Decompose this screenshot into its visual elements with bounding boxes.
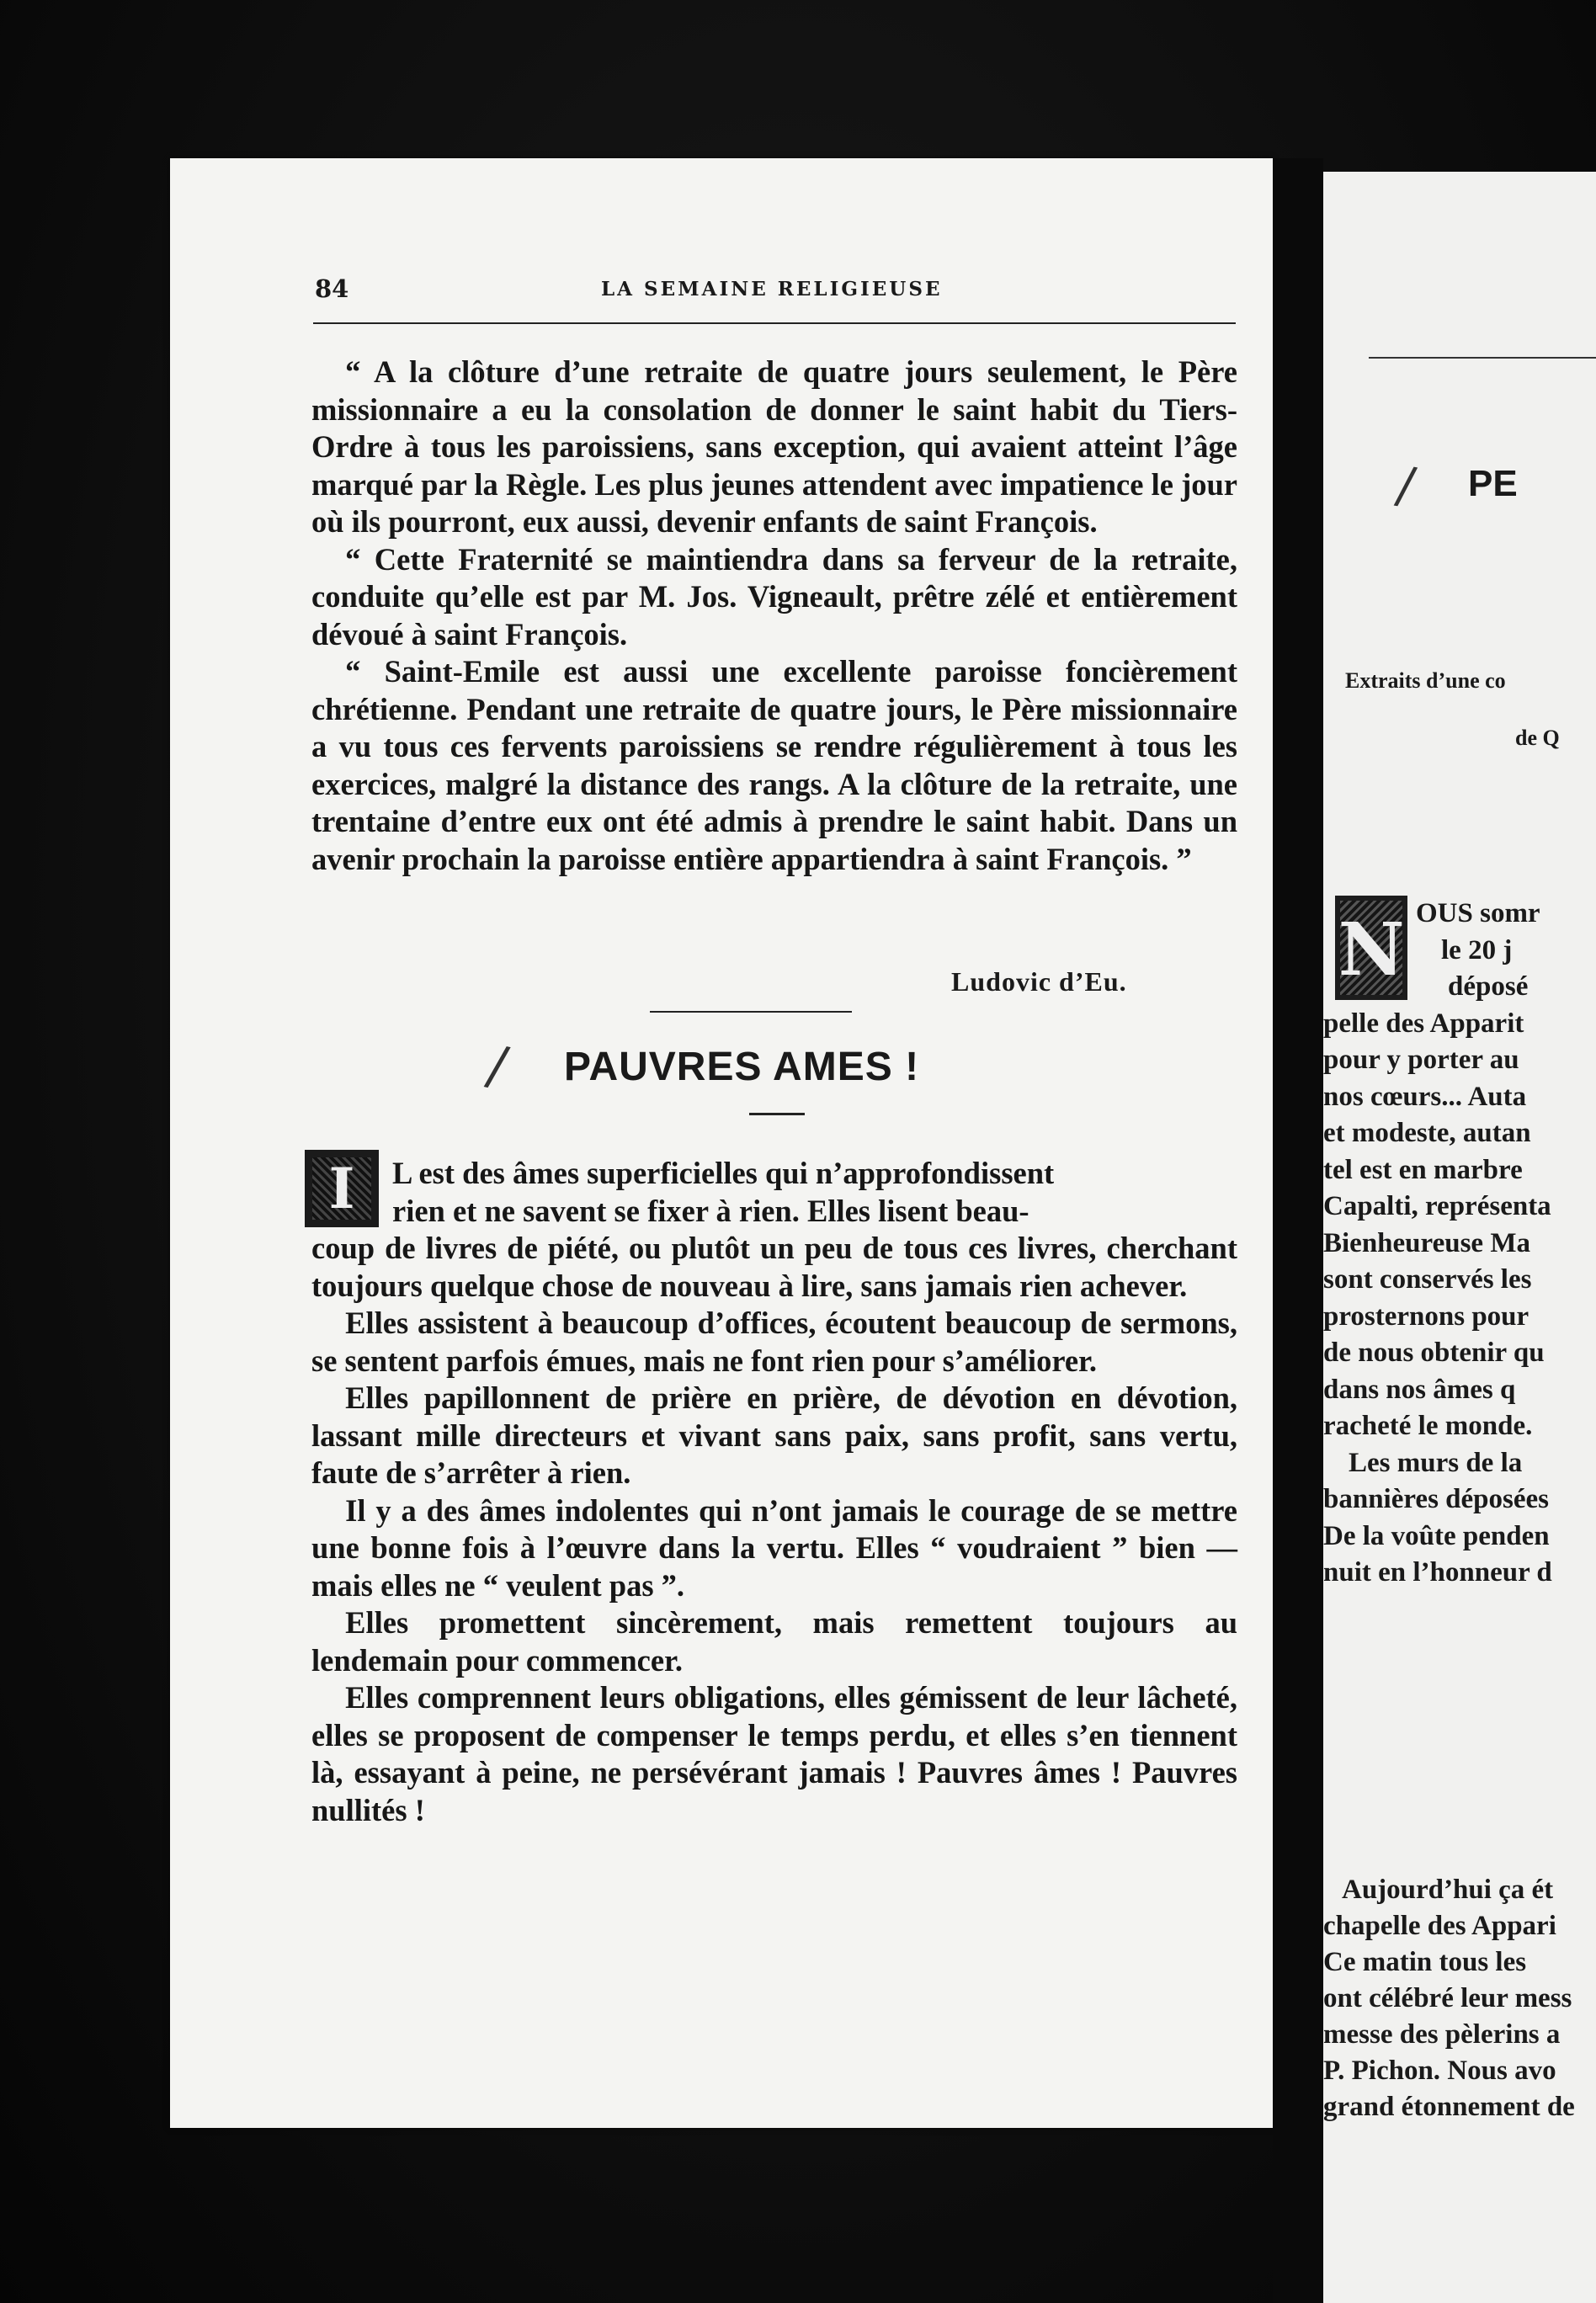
running-head: [315, 274, 1409, 308]
right-article-title: PE: [1468, 463, 1518, 504]
text-line: nuit en l’honneur d: [1323, 1557, 1552, 1588]
text-line: dans nos âmes q: [1323, 1374, 1516, 1405]
article-paragraph: Elles assistent à beaucoup d’offices, écoutent beaucoup de sermons, se sentent parfois émues, mais ne font rien pour s’améliorer.: [311, 1306, 1237, 1378]
text-line: Bienheureuse Ma: [1323, 1227, 1530, 1258]
quote-paragraph: “ Cette Fraternité se maintiendra dans sa ferveur de la retraite, conduite qu’elle est par M. Jos. Vigneault, prêtre zélé et entièrement dévoué à saint François.: [311, 541, 1237, 652]
text-line: et modeste, autan: [1323, 1118, 1531, 1148]
pencil-check-mark-icon: /: [481, 1034, 513, 1099]
article-title: PAUVRES AMES !: [564, 1045, 920, 1089]
quoted-report: [311, 354, 1237, 878]
text-line: OUS somr: [1416, 898, 1540, 928]
dropcap-letter: I: [328, 1156, 355, 1221]
journal-title: LA SEMAINE RELIGIEUSE: [601, 278, 943, 301]
dropcap-letter: N: [1338, 907, 1405, 992]
quote-paragraph: “ Saint-Emile est aussi une excellente paroisse foncièrement chrétienne. Pendant une retraite de quatre jours, le Père missionnaire a vu tous ces fervents paroissiens se rendre régulièrement à tous les exercices, malgré la distance des rangs. A la clôture de la retraite, une trentaine d’entre eux ont été admis à prendre le saint habit. Dans un avenir prochain la paroisse entière appartiendra à saint François. ”: [311, 654, 1237, 876]
pencil-check-mark-icon: /: [1392, 455, 1420, 517]
text-line: Aujourd’hui ça ét: [1342, 1875, 1554, 1905]
text-line: messe des pèlerins a: [1323, 2019, 1561, 2050]
text-line: de nous obtenir qu: [1323, 1338, 1545, 1368]
article-first-rest: coup de livres de piété, ou plutôt un peu de tous ces livres, cherchant toujours quelque chose de nouveau à lire, sans jamais rien achever.: [311, 1231, 1237, 1303]
text-line: De la voûte penden: [1323, 1520, 1550, 1551]
article-paragraph: [311, 1155, 1237, 1305]
text-line: ont célébré leur mess: [1323, 1983, 1572, 2013]
text-line: prosternons pour: [1323, 1300, 1530, 1332]
text-line: sont conservés les: [1323, 1264, 1532, 1295]
right-header-rule: [1369, 357, 1596, 359]
page-number: 84: [315, 274, 349, 303]
section-divider: [650, 1011, 852, 1013]
text-line: tel est en marbre: [1323, 1154, 1523, 1185]
article-paragraph: Elles papillonnent de prière en prière, de dévotion en dévotion, lassant mille directeurs et vivant sans paix, sans profit, sans vertu, faute de s’arrêter à rien.: [311, 1380, 1237, 1490]
right-subtitle: de Q: [1515, 726, 1560, 750]
text-line: P. Pichon. Nous avo: [1323, 2056, 1556, 2086]
text-line: pelle des Apparit: [1323, 1008, 1524, 1039]
header-rule: [313, 322, 1236, 324]
title-underline: [749, 1113, 805, 1115]
right-article-text: [1323, 1872, 1596, 2125]
article-paragraph: Elles promettent sincèrement, mais remettent toujours au lendemain pour commencer.: [311, 1605, 1237, 1678]
text-line: déposé: [1448, 971, 1529, 1002]
text-line: racheté le monde.: [1323, 1411, 1533, 1441]
author-signature: Ludovic d’Eu.: [951, 966, 1127, 997]
text-line: Capalti, représenta: [1323, 1191, 1551, 1221]
text-line: grand étonnement de: [1323, 2092, 1575, 2122]
article-first-line: L est des âmes superficielles qui n’approfondissent: [392, 1156, 1055, 1190]
text-line: bannières déposées: [1323, 1484, 1549, 1514]
text-line: pour y porter au: [1323, 1045, 1519, 1075]
left-page: [170, 158, 1273, 2128]
article-second-line: rien et ne savent se fixer à rien. Elles lisent beau-: [392, 1193, 1029, 1228]
book-gutter: [1273, 158, 1323, 2303]
article-paragraph: Elles comprennent leurs obligations, elles gémissent de leur lâcheté, elles se proposent de compenser le temps perdu, et elles s’en tiennent là, essayant à peine, ne persévérant jamais ! Pauvres âmes ! Pauvres nullités !: [311, 1680, 1237, 1827]
article-body: [311, 1155, 1237, 1829]
text-line: Les murs de la: [1349, 1447, 1523, 1478]
text-line: nos cœurs... Auta: [1323, 1081, 1527, 1112]
text-line: chapelle des Appari: [1323, 1911, 1556, 1941]
right-subtitle: Extraits d’une co: [1345, 668, 1506, 693]
article-paragraph: Il y a des âmes indolentes qui n’ont jamais le courage de se mettre une bonne fois à l’œuvre dans la vertu. Elles “ voudraient ” bien — mais elles ne “ veulent pas ”.: [311, 1492, 1237, 1603]
text-line: Ce matin tous les: [1323, 1947, 1527, 1977]
right-article-text: [1323, 896, 1596, 1592]
text-line: le 20 j: [1441, 934, 1513, 965]
right-page: [1323, 172, 1596, 2303]
quote-paragraph: “ A la clôture d’une retraite de quatre jours seulement, le Père missionnaire a eu la consolation de donner le saint habit du Tiers-Ordre à tous les paroissiens, sans exception, qui avaient atteint l’âge marqué par la Règle. Les plus jeunes attendent avec impatience le jour où ils pourront, eux aussi, devenir enfants de saint François.: [311, 354, 1237, 539]
